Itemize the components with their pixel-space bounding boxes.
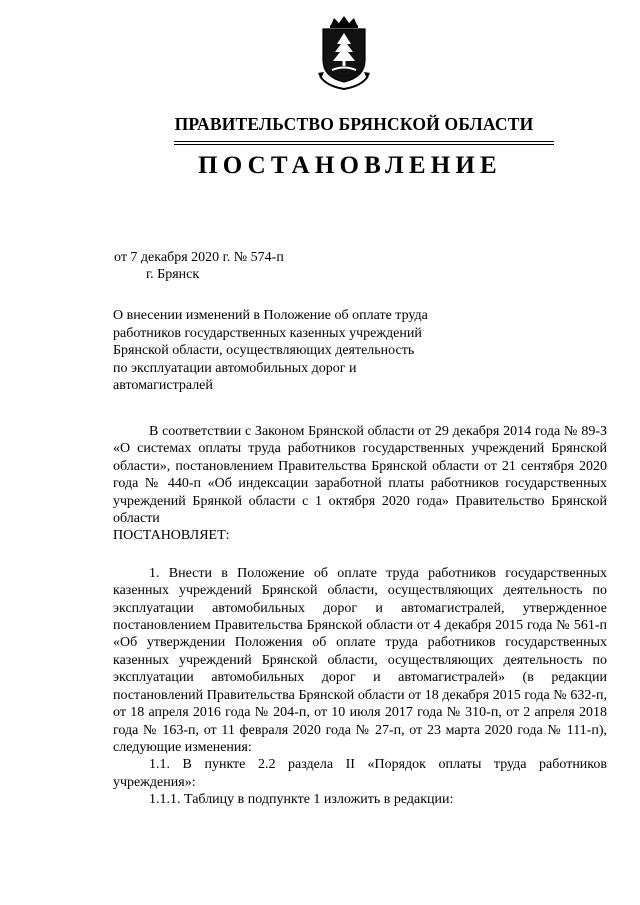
clause-1: 1. Внести в Положение об оплате труда работников государственных казенных учреждений Брянской области, осуществляющих деятельность по эксплуатации автомобильных дорог и автомагистралей, утвержденное постановлением Правительства Брянской области от 4 декабря 2015 года № 561-п «Об утверждении Положения об оплате труда работников государственных казенных учреждений Брянской области, осуществляющих деятельность по эксплуатации автомобильных дорог и автомагистралей» (в редакции постановлений Правительства Брянской области от 18 декабря 2015 года № 632-п, от 18 апреля 2016 года № 204-п, от 10 июля 2017 года № 310-п, от 2 апреля 2018 года № 163-п, от 11 февраля 2020 года № 27-п, от 23 марта 2020 года № 111-п), следующие изменения: (113, 565, 607, 755)
title-rule-lower (174, 144, 554, 145)
resolve-keyword: ПОСТАНОВЛЯЕТ: (113, 528, 230, 544)
document-body (113, 423, 607, 809)
clause-1-1-1: 1.1.1. Таблицу в подпункте 1 изложить в редакции: (149, 792, 454, 808)
document-type-heading: ПОСТАНОВЛЕНИЕ (198, 152, 502, 179)
government-name: ПРАВИТЕЛЬСТВО БРЯНСКОЙ ОБЛАСТИ (174, 114, 534, 134)
clause-1-1: 1.1. В пункте 2.2 раздела II «Порядок оплаты труда работников учреждения»: (113, 757, 607, 790)
title-rule-upper (174, 141, 554, 142)
preamble-paragraph: В соответствии с Законом Брянской области от 29 декабря 2014 года № 89-З «О системах оплаты труда работников государственных учреждений Брянской области», постановлением Правительства Брянской области от 21 сентября 2020 года № 440-п «Об индексации заработной платы работников государственных учреждений Брянкой области с 1 октября 2020 года» Правительство Брянской области (113, 424, 607, 527)
document-city: г. Брянск (146, 267, 200, 282)
document-date-number: от 7 декабря 2020 г. № 574-п (114, 250, 284, 265)
bryansk-coat-of-arms-icon (318, 16, 370, 90)
document-subject: О внесении изменений в Положение об оплате труда работников государственных казенных учреждений Брянской области, осуществляющих деятельность по эксплуатации автомобильных дорог и автомагистралей (113, 308, 428, 393)
